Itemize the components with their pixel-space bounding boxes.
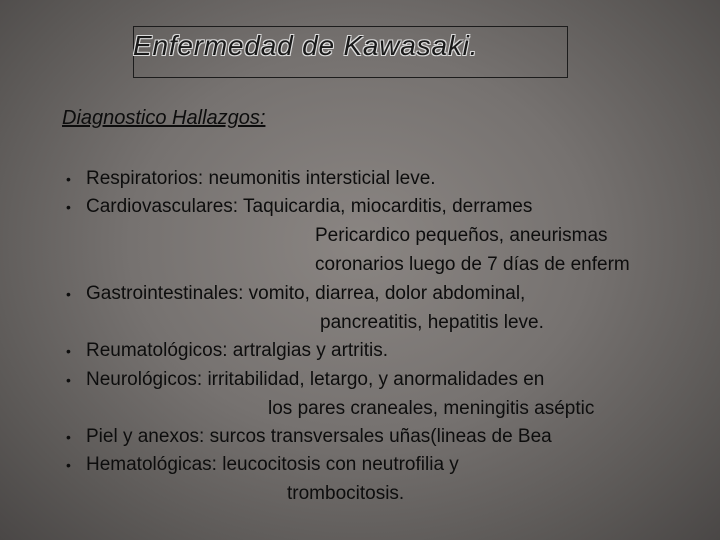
list-item-text: Piel y anexos: surcos transversales uñas(lineas de Bea (86, 426, 552, 447)
list-item-text: pancreatitis, hepatitis leve. (320, 312, 544, 333)
bullet-icon: • (66, 199, 71, 215)
section-heading: Diagnostico Hallazgos: (62, 107, 266, 129)
list-item-text: Cardiovasculares: Taquicardia, miocarditis, derrames (86, 196, 533, 217)
list-item-text: Neurológicos: irritabilidad, letargo, y anormalidades en (86, 369, 545, 390)
slide-title: Enfermedad de Kawasaki. (133, 30, 479, 61)
bullet-icon: • (66, 286, 71, 302)
list-item-text: trombocitosis. (287, 483, 405, 504)
bullet-icon: • (66, 372, 71, 388)
list-item-text: Pericardico pequeños, aneurismas (315, 225, 608, 246)
list-item-text: Gastrointestinales: vomito, diarrea, dolor abdominal, (86, 283, 526, 304)
list-item-text: Respiratorios: neumonitis intersticial leve. (86, 168, 436, 189)
bullet-icon: • (66, 343, 71, 359)
bullet-icon: • (66, 457, 71, 473)
list-item-text: Reumatológicos: artralgias y artritis. (86, 340, 388, 361)
list-item-text: coronarios luego de 7 días de enferm (315, 254, 630, 275)
bullet-icon: • (66, 429, 71, 445)
list-item-text: Hematológicas: leucocitosis con neutrofilia y (86, 454, 459, 475)
bullet-icon: • (66, 171, 71, 187)
list-item-text: los pares craneales, meningitis aséptic (268, 398, 595, 419)
